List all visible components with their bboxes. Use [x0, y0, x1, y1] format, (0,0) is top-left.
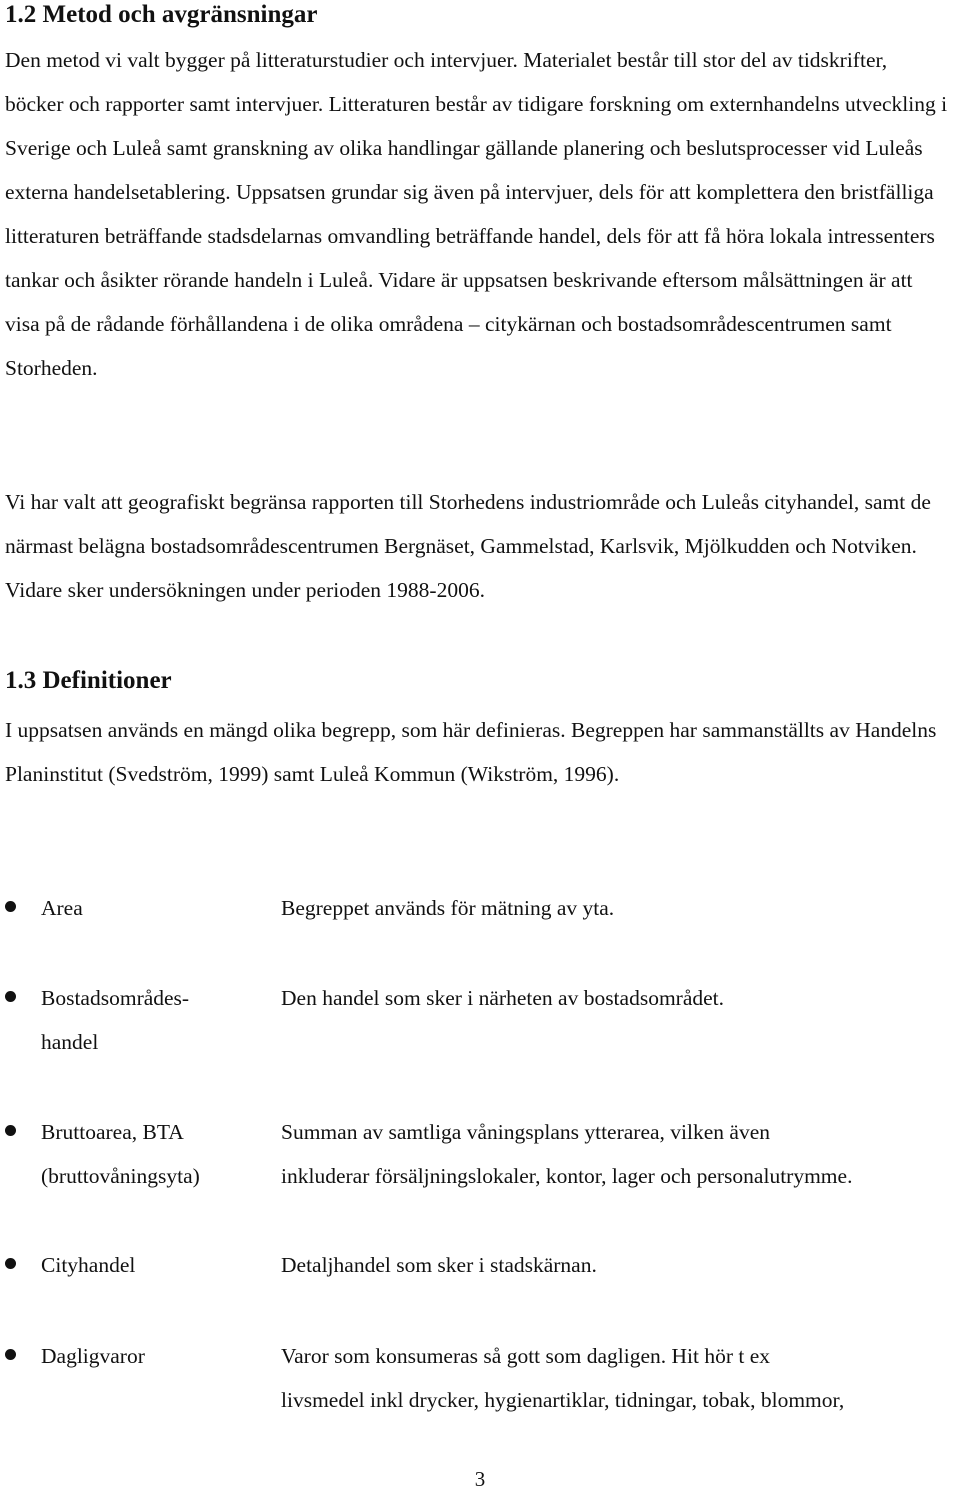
bullet-icon: [5, 901, 16, 912]
definition-term: Area: [41, 896, 83, 920]
bullet-icon: [5, 1125, 16, 1136]
definition-text: Den handel som sker i närheten av bostadsområdet.: [281, 986, 725, 1010]
definition-term: Bruttoarea, BTA (bruttovåningsyta): [41, 1120, 200, 1188]
bullet-icon: [5, 1349, 16, 1360]
definition-text: Varor som konsumeras så gott som dagligen. Hit hör t ex livsmedel inkl drycker, hygienartiklar, tidningar, tobak, blommor,: [281, 1344, 845, 1412]
paragraph-definitioner-intro: I uppsatsen används en mängd olika begrepp, som här definieras. Begreppen har sammanställts av Handelns Planinstitut (Svedström, 1999) samt Luleå Kommun (Wikström, 1996).: [5, 718, 937, 786]
definition-text: Begreppet används för mätning av yta.: [281, 896, 615, 920]
paragraph-metod: Den metod vi valt bygger på litteraturstudier och intervjuer. Materialet består till stor del av tidskrifter, böcker och rapporter samt intervjuer. Litteraturen består av tidigare forskning om externhandelns utveckling i Sverige och Luleå samt granskning av olika handlingar gällande planering och beslutsprocesser vid Luleås externa handelsetablering. Uppsatsen grundar sig även på intervjuer, dels för att komplettera den bristfälliga litteraturen beträffande stadsdelarnas omvandling beträffande handel, dels för att få höra lokala intressenters tankar och åsikter rörande handeln i Luleå. Vidare är uppsatsen beskrivande eftersom målsättningen är att visa på de rådande förhållandena i de olika områdena – citykärnan och bostadsområdescentrumen samt Storheden.: [5, 48, 948, 380]
definition-term: Cityhandel: [41, 1253, 136, 1277]
paragraph-avgransning: Vi har valt att geografiskt begränsa rapporten till Storhedens industriområde och Luleås cityhandel, samt de närmast belägna bostadsområdescentrumen Bergnäset, Gammelstad, Karlsvik, Mjölkudden och Notviken. Vidare sker undersökningen under perioden 1988-2006.: [5, 490, 931, 602]
bullet-icon: [5, 1258, 16, 1269]
definition-text: Summan av samtliga våningsplans ytterarea, vilken även inkluderar försäljningslokaler, kontor, lager och personalutrymme.: [281, 1120, 853, 1188]
definition-text: Detaljhandel som sker i stadskärnan.: [281, 1253, 597, 1277]
bullet-icon: [5, 991, 16, 1002]
definition-term: Dagligvaror: [41, 1344, 145, 1368]
definition-term: Bostadsområdes- handel: [41, 986, 190, 1054]
page-number: 3: [474, 1467, 486, 1491]
section-heading-definitioner: 1.3 Definitioner: [5, 667, 172, 694]
section-heading-metod: 1.2 Metod och avgränsningar: [5, 1, 318, 28]
